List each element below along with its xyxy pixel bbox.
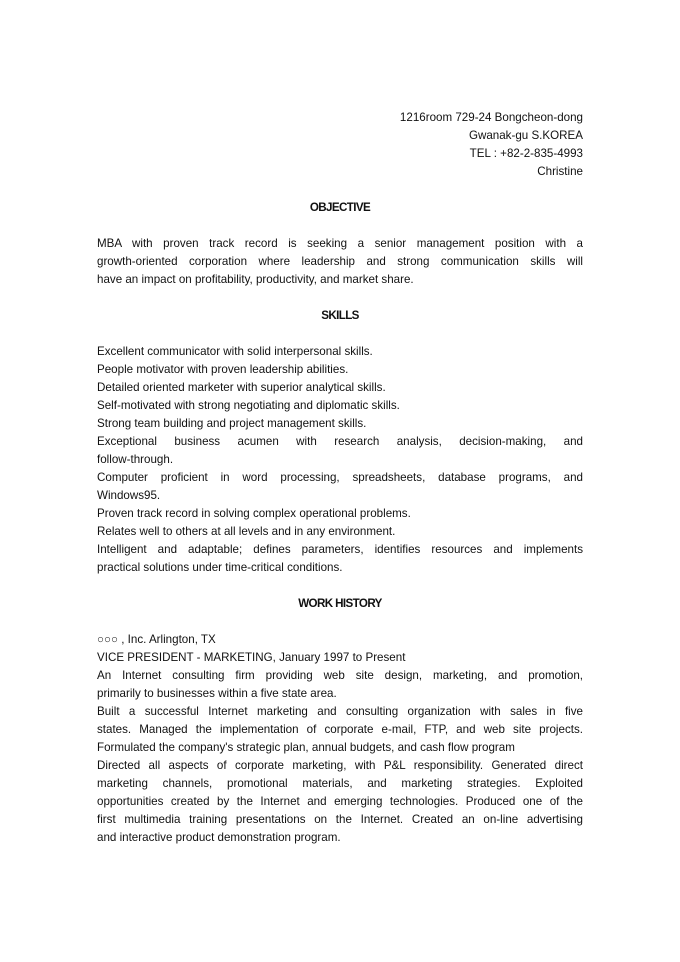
job-title: VICE PRESIDENT - MARKETING, January 1997 to Present bbox=[97, 651, 406, 664]
skill-item: Excellent communicator with solid interpersonal skills. bbox=[97, 345, 373, 358]
text-line: and interactive product demonstration program. bbox=[97, 831, 341, 844]
text-line: states. Managed the implementation of corporate e-mail, FTP, and web site projects. bbox=[97, 723, 583, 736]
skill-item: People motivator with proven leadership abilities. bbox=[97, 363, 349, 376]
text-line: primarily to businesses within a five state area. bbox=[97, 687, 337, 700]
objective-heading: OBJECTIVE bbox=[309, 201, 371, 214]
skill-item: Self-motivated with strong negotiating and diplomatic skills. bbox=[97, 399, 400, 412]
skills-heading: SKILLS bbox=[321, 309, 359, 322]
skill-item: Exceptional business acumen with research analysis, decision-making, and bbox=[97, 435, 583, 448]
text-line: marketing channels, promotional materials, and marketing strategies. Exploited bbox=[97, 777, 583, 790]
resume-page bbox=[97, 109, 583, 847]
address-line-1: 1216room 729-24 Bongcheon-dong bbox=[399, 111, 583, 124]
text-line: growth-oriented corporation where leadership and strong communication skills will bbox=[97, 255, 583, 268]
objective-paragraph bbox=[97, 235, 583, 289]
skill-item-cont: Windows95. bbox=[97, 489, 161, 502]
skill-item-cont: practical solutions under time-critical conditions. bbox=[97, 561, 343, 574]
text-line: have an impact on profitability, productivity, and market share. bbox=[97, 273, 414, 286]
text-line: Directed all aspects of corporate marketing, with P&L responsibility. Generated direct bbox=[97, 759, 583, 772]
text-line: first multimedia training presentations on the Internet. Created an on-line advertising bbox=[97, 813, 583, 826]
address-line-2: Gwanak-gu S.KOREA bbox=[468, 129, 583, 142]
skill-item: Proven track record in solving complex operational problems. bbox=[97, 507, 411, 520]
phone: TEL : +82-2-835-4993 bbox=[469, 147, 583, 160]
skills-list bbox=[97, 343, 583, 577]
skill-item: Strong team building and project management skills. bbox=[97, 417, 367, 430]
skill-item-cont: follow-through. bbox=[97, 453, 174, 466]
company: ○○○ , Inc. Arlington, TX bbox=[97, 633, 216, 646]
text-line: opportunities created by the Internet and emerging technologies. Produced one of the bbox=[97, 795, 583, 808]
text-line: MBA with proven track record is seeking a senior management position with a bbox=[97, 237, 583, 250]
work-history-heading: WORK HISTORY bbox=[298, 597, 382, 610]
skill-item: Detailed oriented marketer with superior analytical skills. bbox=[97, 381, 386, 394]
work-entry bbox=[97, 631, 583, 847]
skill-item: Intelligent and adaptable; defines parameters, identifies resources and implements bbox=[97, 543, 583, 556]
applicant-name: Christine bbox=[537, 165, 583, 178]
skill-item: Relates well to others at all levels and in any environment. bbox=[97, 525, 396, 538]
skill-item: Computer proficient in word processing, spreadsheets, database programs, and bbox=[97, 471, 583, 484]
text-line: An Internet consulting firm providing web site design, marketing, and promotion, bbox=[97, 669, 583, 682]
text-line: Formulated the company's strategic plan, annual budgets, and cash flow program bbox=[97, 741, 515, 754]
text-line: Built a successful Internet marketing and consulting organization with sales in five bbox=[97, 705, 583, 718]
